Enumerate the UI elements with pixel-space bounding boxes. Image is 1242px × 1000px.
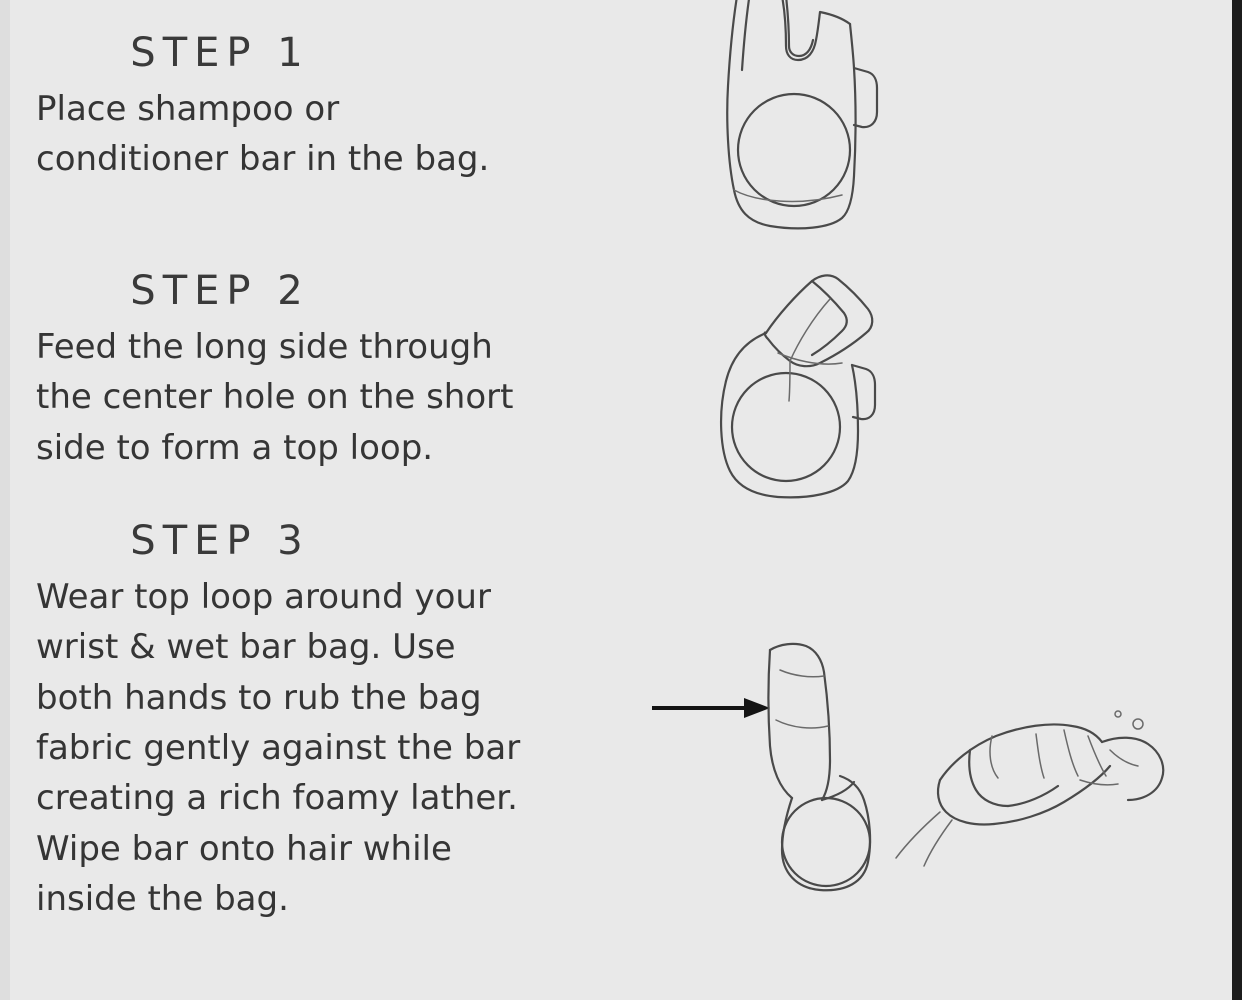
left-edge-strip (0, 0, 10, 1000)
step-3-body (36, 572, 636, 924)
bar-bag-lathering-in-hands-icon (640, 610, 1200, 910)
step-3-line-5: creating a rich foamy lather. (36, 778, 518, 819)
right-edge-strip (1232, 0, 1242, 1000)
step-2-line-2: the center hole on the short (36, 377, 514, 418)
step-3-line-2: wrist & wet bar bag. Use (36, 627, 456, 668)
step-1-body (36, 84, 636, 185)
step-3-line-4: fabric gently against the bar (36, 727, 521, 768)
step-block-1 (36, 30, 636, 185)
step-3-line-7: inside the bag. (36, 878, 289, 919)
step-3-illustration (640, 610, 1200, 910)
step-block-2 (36, 268, 636, 473)
step-3-line-6: Wipe bar onto hair while (36, 828, 452, 869)
bar-bag-with-top-loop-icon (690, 255, 950, 505)
step-1-line-2: conditioner bar in the bag. (36, 139, 490, 180)
step-1-title: STEP 1 (130, 30, 310, 76)
bar-bag-with-soap-bar-icon (690, 0, 950, 240)
step-3-title: STEP 3 (130, 518, 310, 564)
step-1-line-1: Place shampoo or (36, 89, 340, 129)
step-3-line-3: both hands to rub the bag (36, 677, 482, 718)
step-2-title: STEP 2 (130, 268, 310, 314)
step-2-line-3: side to form a top loop. (36, 427, 434, 468)
step-2-body (36, 322, 636, 473)
step-block-3 (36, 518, 636, 924)
step-3-line-1: Wear top loop around your (36, 577, 491, 617)
right-arrow-icon (652, 698, 770, 718)
step-2-illustration (690, 255, 950, 505)
step-1-illustration (690, 0, 950, 240)
step-2-line-1: Feed the long side through (36, 327, 493, 367)
